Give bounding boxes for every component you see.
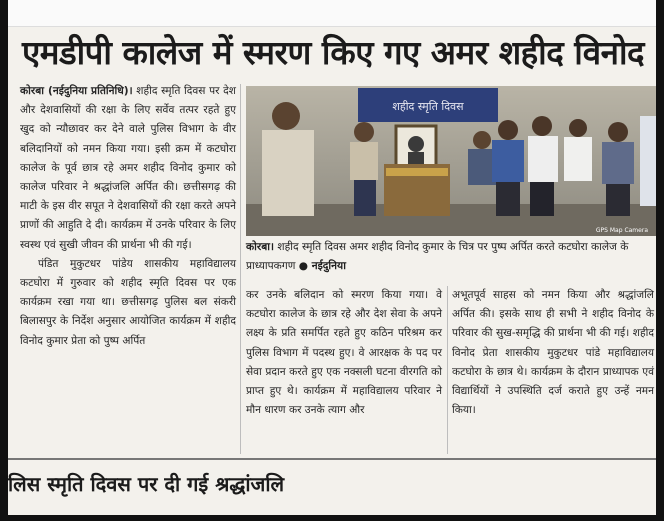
caption-credit: ● नईदुनिया: [298, 260, 346, 272]
article-paragraph-2: पंडित मुकुटधर पांडेय शासकीय महाविद्यालय कटघोरा में गुरुवार को शहीद स्मृति दिवस पर एक कार्यक्रम रखा गया था। छत्तीसगढ़ पुलिस बल संकरी बिलासपुर के निर्देश अनुसार आयोजित कार्यक्रम में शहीद विनोद कुमार प्रेता को पुष्प अर्पित: [20, 257, 236, 347]
headline: एमडीपी कालेज में स्मरण किए गए अमर शहीद विनोद: [22, 33, 645, 72]
photo-caption: [246, 238, 656, 280]
column-divider: [240, 84, 241, 454]
photo-banner-text: शहीद स्मृति दिवस: [392, 100, 464, 113]
photo-watermark: GPS Map Camera: [595, 227, 648, 234]
caption-text: शहीद स्मृति दिवस अमर शहीद विनोद कुमार के चित्र पर पुष्प अर्पित करते कटघोरा कालेज के प्राध्यापकगण: [246, 241, 629, 272]
article-paragraph-3: कर उनके बलिदान को स्मरण किया गया। वे कटघोरा कालेज के छात्र रहे और देश सेवा के अपने लक्ष्य के प्रति समर्पित रहते हुए कठिन परिश्रम कर पुलिस विभाग में पदस्थ हुए। वे आरक्षक के पद पर सेवा प्रदान करते हुए एक नक्सली घटना वीरगति को प्राप्त हुए थे। कार्यक्रम में महाविद्यालय परिवार ने मौन धारण कर उनके त्याग और: [246, 289, 442, 417]
photo-illustration: [246, 86, 656, 236]
dateline: कोरबा (नईदुनिया प्रतिनिधि)।: [20, 85, 133, 97]
article-column-2: [246, 286, 442, 454]
article-column-1: [20, 82, 236, 454]
news-photo: [246, 86, 656, 236]
article-paragraph-4: अभूतपूर्व साहस को नमन किया और श्रद्धांजलि अर्पित की। इसके साथ ही सभी ने शहीद विनोद के परिवार की सुख-समृद्धि की प्रार्थना भी की गई। शहीद विनोद प्रेता शासकीय मुकुटधर पांडे महाविद्यालय कटघोरा के छात्र थे। कार्यक्रम के दौरान प्राध्यापक एवं विद्यार्थियों ने उपस्थिति दर्ज कराते हुए उन्हें नमन किया।: [452, 289, 654, 417]
article-paragraph-1: शहीद स्मृति दिवस पर देश और देशवासियों की रक्षा के लिए सर्वेव तत्पर रहते हुए खुद को न्यौछावर कर देने वाले पुलिस विभाग के वीर बलिदानियों को नमन किया गया। इसी क्रम में कटघोरा कालेज के पूर्व छात्र रहे अमर शहीद विनोद कुमार को कालेज परिवार ने श्रद्धांजलि अर्पित की। छत्तीसगढ़ की माटी के इस वीर सपूत ने देशवासियों की रक्षा करते अपने प्राणों की आहुति दे दी। कार्यक्रम में उनके परिवार के लिए स्वस्थ एवं सुखी जीवन की प्रार्थना भी की गई।: [20, 85, 236, 251]
caption-lead: कोरबा।: [246, 241, 275, 253]
next-article-headline: लिस स्मृति दिवस पर दी गई श्रद्धांजलि: [8, 472, 285, 496]
section-divider: [8, 458, 656, 460]
column-divider: [447, 286, 448, 454]
top-margin: [8, 0, 656, 27]
article-column-3: [452, 286, 654, 454]
newspaper-clipping: [8, 0, 656, 515]
